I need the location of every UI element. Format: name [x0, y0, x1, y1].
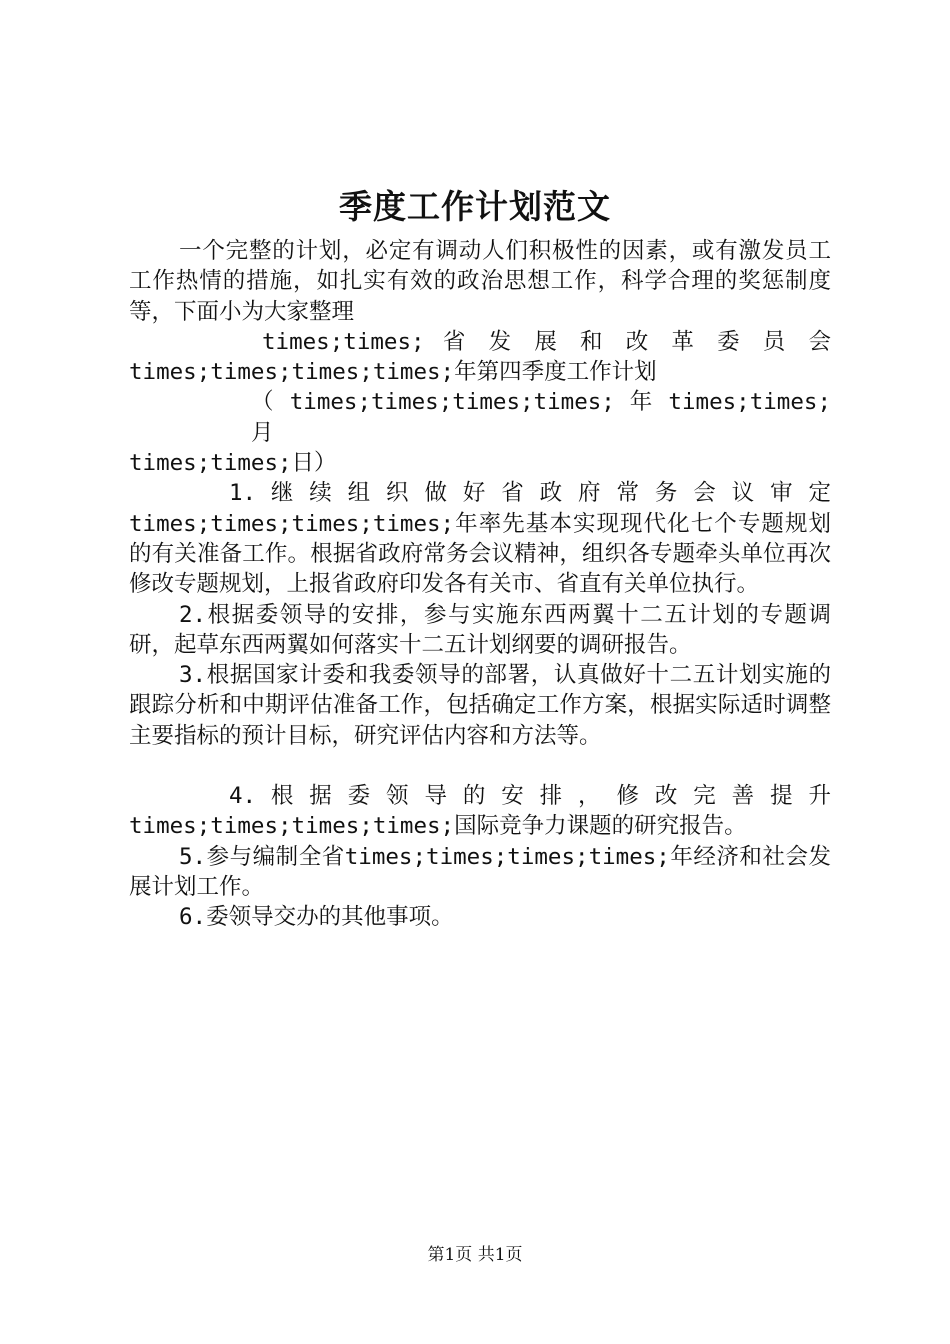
date-line-2: times;times;日）: [129, 450, 337, 477]
plan-heading: [129, 327, 831, 388]
list-item-4-first-line: 4. 根 据 委 领 导 的 安 排 ， 修 改 完 善 提 升: [229, 783, 831, 810]
intro-paragraph: 一个完整的计划，必定有调动人们积极性的因素，或有激发员工工作热情的措施，如扎实有效的政治思想工作，科学合理的奖惩制度等，下面小为大家整理: [129, 238, 831, 325]
list-item-3: 3.根据国家计委和我委领导的部署，认真做好十二五计划实施的跟踪分析和中期评估准备工作，包括确定工作方案，根据实际适时调整主要指标的预计目标，研究评估内容和方法等。: [129, 662, 831, 749]
list-item-2: 2.根据委领导的安排，参与实施东西两翼十二五计划的专题调研，起草东西两翼如何落实十二五计划纲要的调研报告。: [129, 601, 831, 658]
list-item-4-rest: times;times;times;times;国际竞争力课题的研究报告。: [129, 813, 747, 840]
list-item-5: 5.参与编制全省times;times;times;times;年经济和社会发展计划工作。: [129, 843, 831, 900]
plan-heading-line-1: times;times; 省 发 展 和 改 革 委 员 会: [262, 328, 831, 355]
plan-heading-line-2: times;times;times;times;年第四季度工作计划: [129, 359, 657, 386]
list-item-1: [129, 478, 831, 599]
date-line: [129, 387, 831, 478]
paragraph-spacer: [129, 751, 831, 781]
document-body: [129, 236, 831, 933]
list-item-4: [129, 781, 831, 842]
page-footer: 第1页 共1页: [427, 1245, 523, 1265]
list-item-1-first-line: 1. 继 续 组 织 做 好 省 政 府 常 务 会 议 审 定: [229, 480, 831, 507]
date-line-1: （ times;times;times;times; 年 times;times; 月: [251, 389, 831, 446]
document-title: 季度工作计划范文: [339, 187, 611, 226]
list-item-6: 6.委领导交办的其他事项。: [179, 904, 454, 931]
list-item-1-rest: times;times;times;times;年率先基本实现现代化七个专题规划的有关准备工作。根据省政府常务会议精神，组织各专题牵头单位再次修改专题规划，上报省政府印发各有关市、省直有关单位执行。: [129, 510, 831, 598]
